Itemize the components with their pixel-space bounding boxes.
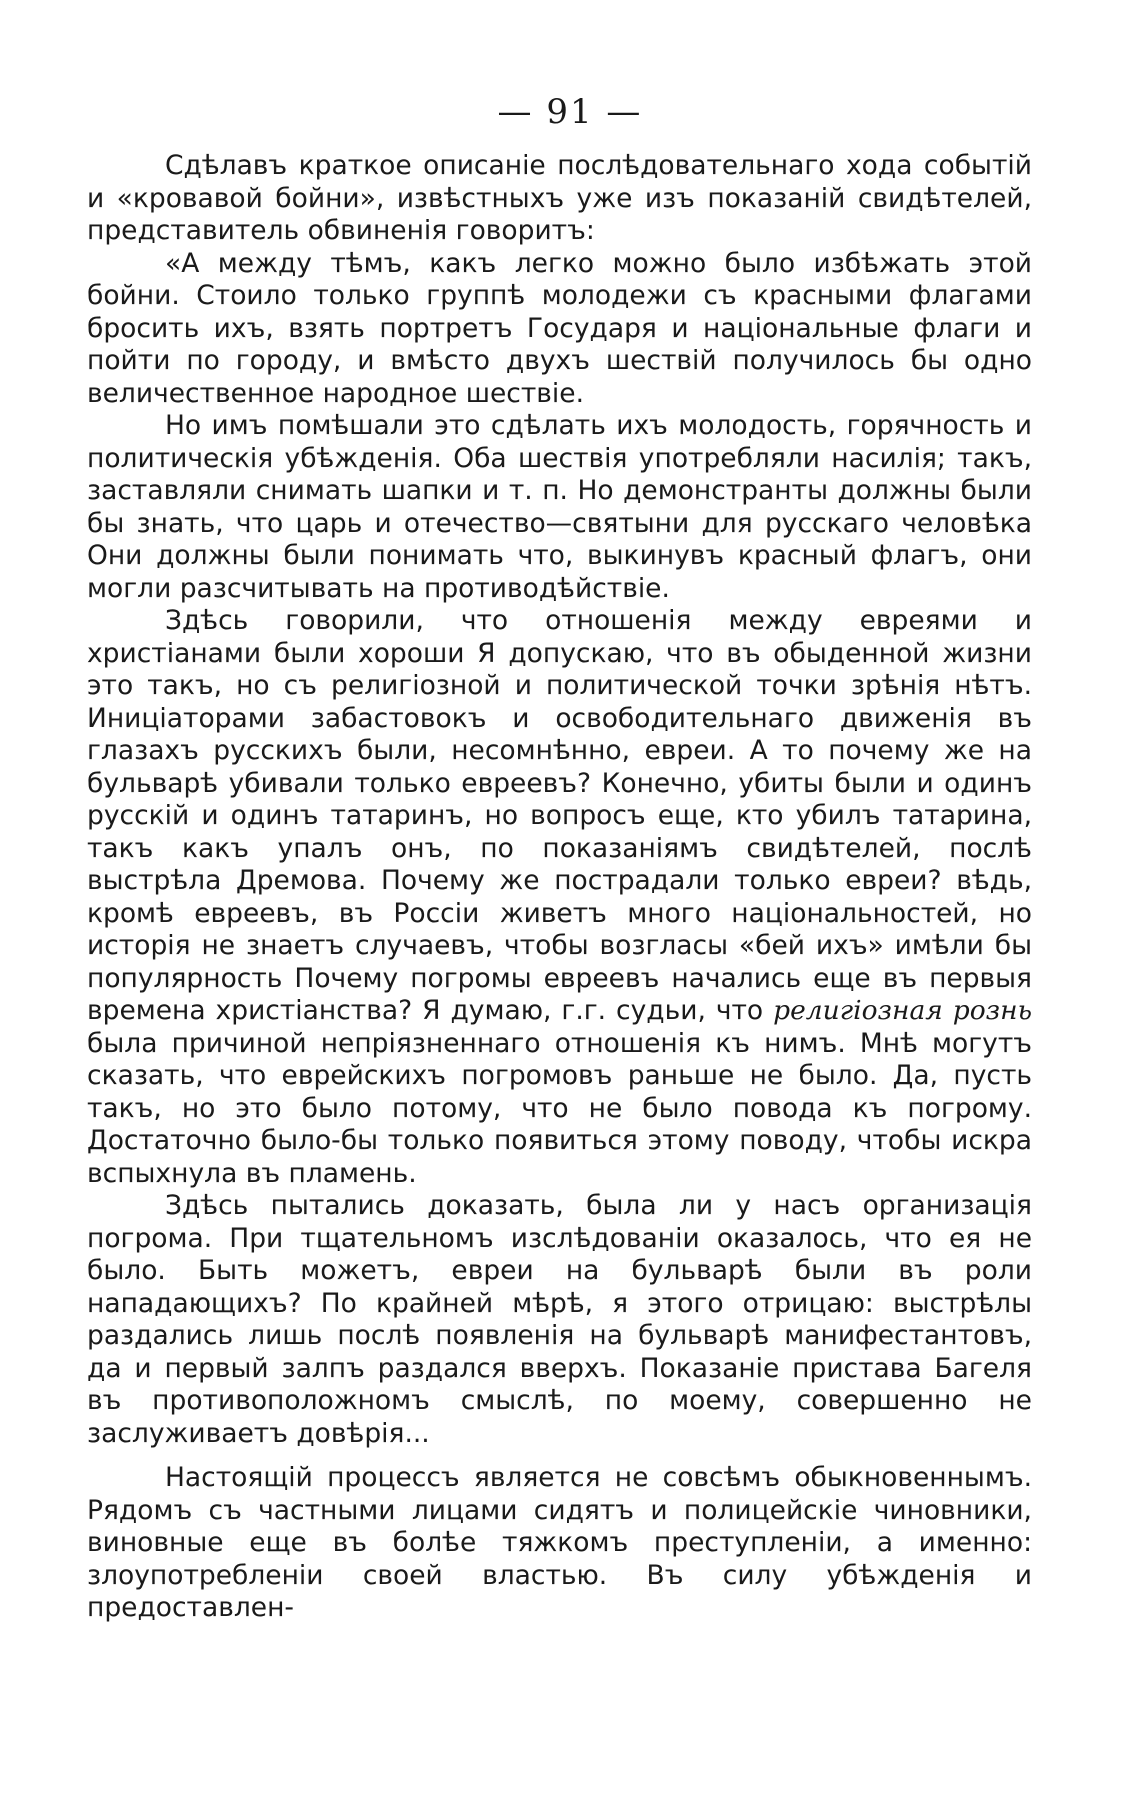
paragraph-youth: Но имъ помѣшали это сдѣлать ихъ молодость, горячность и политическія убѣжденія. Оба шествія употребляли насилія; такъ, заставляли снимать шапки и т. п. Но демонстранты должны были бы знать, что царь и отечество—святыни для русскаго человѣка Они должны были понимать что, выкинувъ красный флагъ, они могли разсчитывать на противодѣйствіе.: [87, 410, 1032, 604]
paragraph-relations-after: была причиной непріязненнаго отношенія къ нимъ. Мнѣ могутъ сказать, что еврейскихъ погромовъ раньше не было. Да, пусть такъ, но это было потому, что не было повода къ погрому. Достаточно было-бы только появиться этому поводу, чтобы искра вспыхнула въ пламень.: [87, 1027, 1032, 1189]
emphasized-phrase: религіозная рознь: [773, 995, 1032, 1026]
paragraph-relations: [87, 605, 1032, 1190]
paragraph-quote-start: «А между тѣмъ, какъ легко можно было избѣжать этой бойни. Стоило только группѣ молодежи съ красными флагами бросить ихъ, взять портретъ Государя и національные флаги и пойти по городу, и вмѣсто двухъ шествій получилось бы одно величественное народное шествіе.: [87, 247, 1032, 409]
paragraph-organization: Здѣсь пытались доказать, была ли у насъ организація погрома. При тщательномъ изслѣдованіи оказалось, что ея не было. Быть можетъ, евреи на бульварѣ были въ роли нападающихъ? По крайней мѣрѣ, я этого отрицаю: выстрѣлы раздались лишь послѣ появленія на бульварѣ манифестантовъ, да и первый залпъ раздался вверхъ. Показаніе пристава Багеля въ противоположномъ смыслѣ, по моему, совершенно не заслуживаетъ довѣрія...: [87, 1190, 1032, 1449]
body-text: [87, 150, 1032, 1625]
paragraph-relations-before: Здѣсь говорили, что отношенія между евреями и христіанами были хороши Я допускаю, что въ обыденной жизни это такъ, но съ религіозной и политической точки зрѣнія нѣтъ. Иниціаторами забастовокъ и освободительнаго движенія въ глазахъ русскихъ были, несомнѣнно, евреи. А то почему же на бульварѣ убивали только евреевъ? Конечно, убиты были и одинъ русскій и одинъ татаринъ, но вопросъ еще, кто убилъ татарина, такъ какъ упалъ онъ, по показаніямъ свидѣтелей, послѣ выстрѣла Дремова. Почему же пострадали только евреи? вѣдь, кромѣ евреевъ, въ Россіи живетъ много національностей, но исторія не знаетъ случаевъ, чтобы возгласы «бей ихъ» имѣли бы популярность Почему погромы евреевъ начались еще въ первыя времена христіанства? Я думаю, г.г. судьи, что: [87, 605, 1032, 1026]
page-number: — 91 —: [497, 92, 643, 132]
paragraph-process: Настоящій процессъ является не совсѣмъ обыкновеннымъ. Рядомъ съ частными лицами сидятъ и полицейскіе чиновники, виновные еще въ болѣе тяжкомъ преступленіи, а именно: злоупотребленіи своей властью. Въ силу убѣжденія и предоставлен-: [87, 1462, 1032, 1623]
paragraph-intro: Сдѣлавъ краткое описаніе послѣдовательнаго хода событій и «кровавой бойни», извѣстныхъ уже изъ показаній свидѣтелей, представитель обвиненія говоритъ:: [87, 150, 1032, 246]
